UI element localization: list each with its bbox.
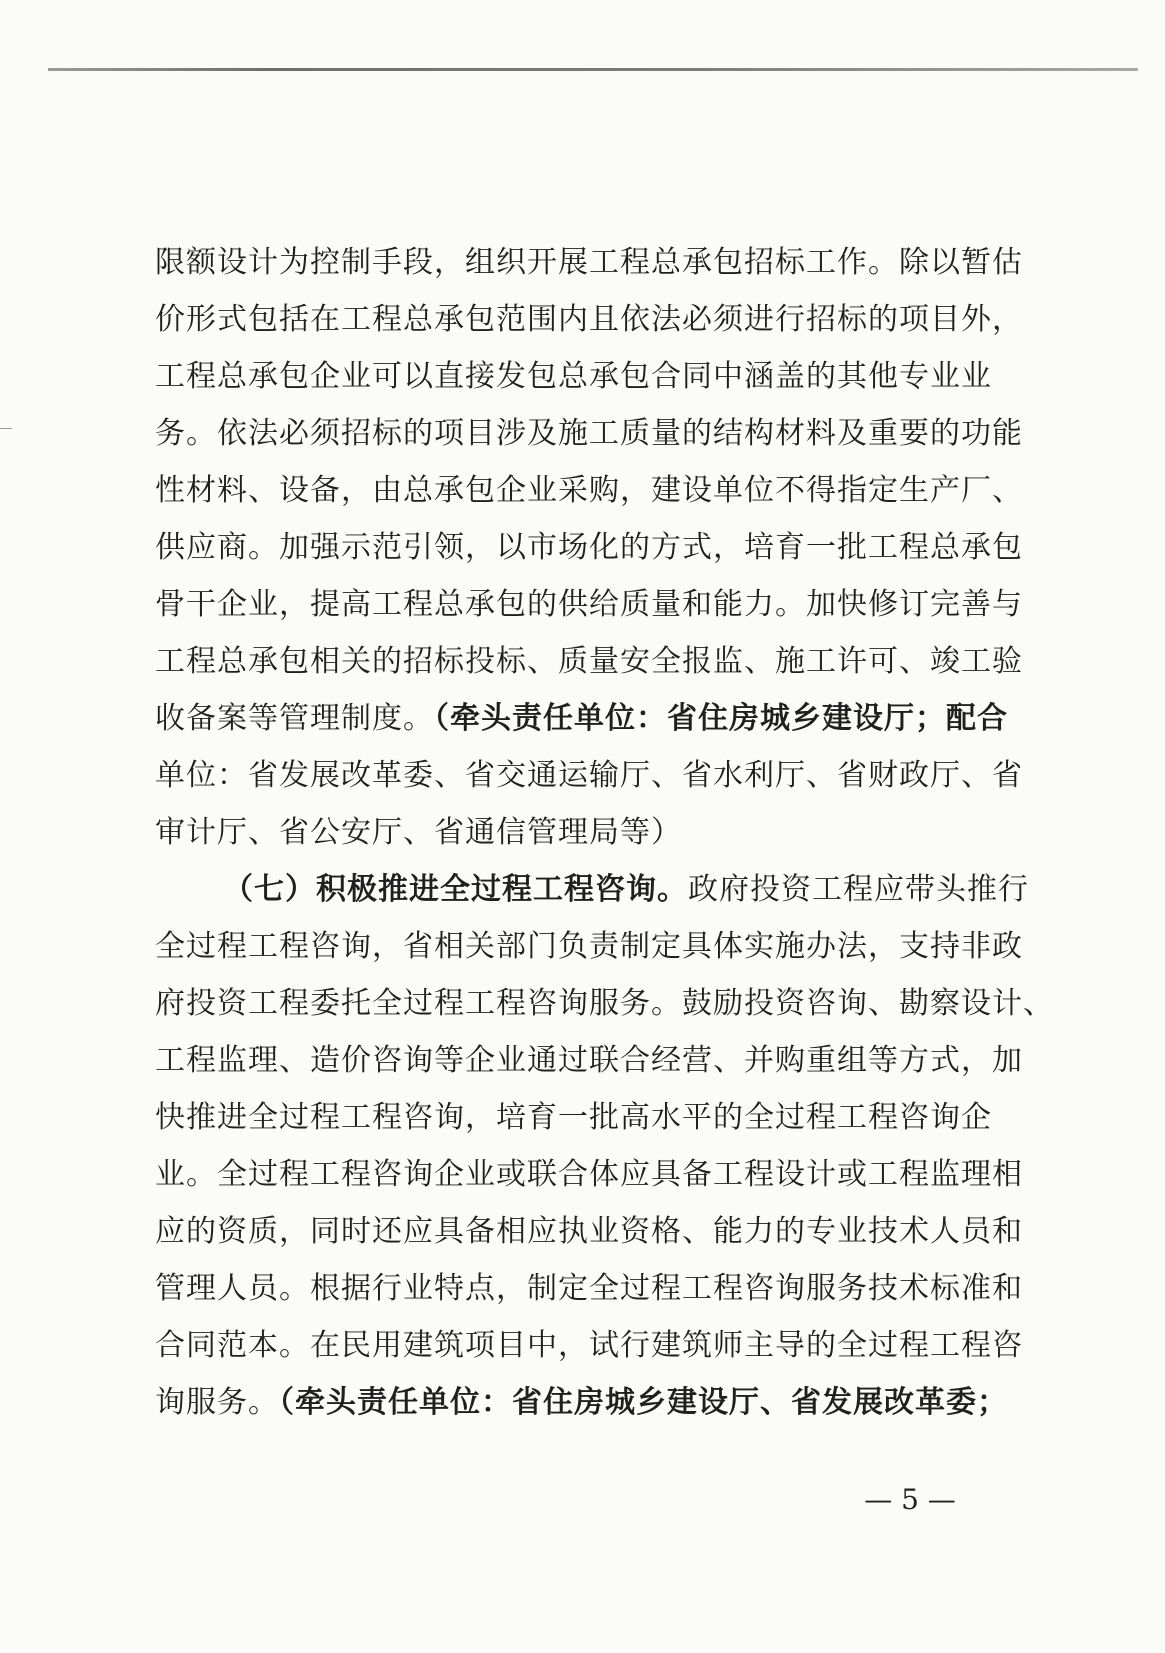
text-line: 务。依法必须招标的项目涉及施工质量的结构材料及重要的功能 [155, 416, 1023, 451]
text-line: 供应商。加强示范引领，以市场化的方式，培育一批工程总承包 [155, 530, 1023, 565]
text-line: 审计厅、省公安厅、省通信管理局等） [155, 815, 682, 850]
text-line: 合同范本。在民用建筑项目中，试行建筑师主导的全过程工程咨 [155, 1328, 1023, 1363]
page-number: — 5 — [864, 1483, 956, 1516]
section-heading: （七）积极推进全过程工程咨询。 [223, 872, 688, 907]
text-line: 性材料、设备，由总承包企业采购，建设单位不得指定生产厂、 [155, 473, 1023, 508]
text-line: 全过程工程咨询，省相关部门负责制定具体实施办法，支持非政 [155, 929, 1023, 964]
responsibility-note: （牵头责任单位：省住房城乡建设厅；配合 [434, 701, 1008, 736]
text-line: 府投资工程委托全过程工程咨询服务。鼓励投资咨询、勘察设计、 [155, 986, 1054, 1021]
text-line: 业。全过程工程咨询企业或联合体应具备工程设计或工程监理相 [155, 1157, 1023, 1192]
text-line-mixed [155, 689, 1008, 749]
text-line: 骨干企业，提高工程总承包的供给质量和能力。加快修订完善与 [155, 587, 1023, 622]
text-line: 单位：省发展改革委、省交通运输厅、省水利厅、省财政厅、省 [155, 758, 1023, 793]
text-segment: 收备案等管理制度。 [155, 701, 434, 736]
text-segment: 询服务。 [155, 1385, 279, 1420]
text-segment: 政府投资工程应带头推行 [688, 872, 1029, 907]
text-line: 工程总承包相关的招标投标、质量安全报监、施工许可、竣工验 [155, 644, 1023, 679]
header-rule [48, 68, 1138, 71]
text-line: 管理人员。根据行业特点，制定全过程工程咨询服务技术标准和 [155, 1271, 1023, 1306]
responsibility-note: （牵头责任单位：省住房城乡建设厅、省发展改革委； [279, 1385, 1008, 1420]
text-line: 限额设计为控制手段，组织开展工程总承包招标工作。除以暂估 [155, 245, 1023, 280]
text-line: 工程总承包企业可以直接发包总承包合同中涵盖的其他专业业 [155, 359, 992, 394]
text-line: 应的资质，同时还应具备相应执业资格、能力的专业技术人员和 [155, 1214, 1023, 1249]
text-line: 工程监理、造价咨询等企业通过联合经营、并购重组等方式，加 [155, 1043, 1023, 1078]
text-line: 价形式包括在工程总承包范围内且依法必须进行招标的项目外， [155, 302, 1023, 337]
binding-mark [0, 428, 12, 429]
section-heading-line [223, 860, 1029, 920]
text-line: 快推进全过程工程咨询，培育一批高水平的全过程工程咨询企 [155, 1100, 992, 1135]
text-line-mixed [155, 1373, 1008, 1433]
